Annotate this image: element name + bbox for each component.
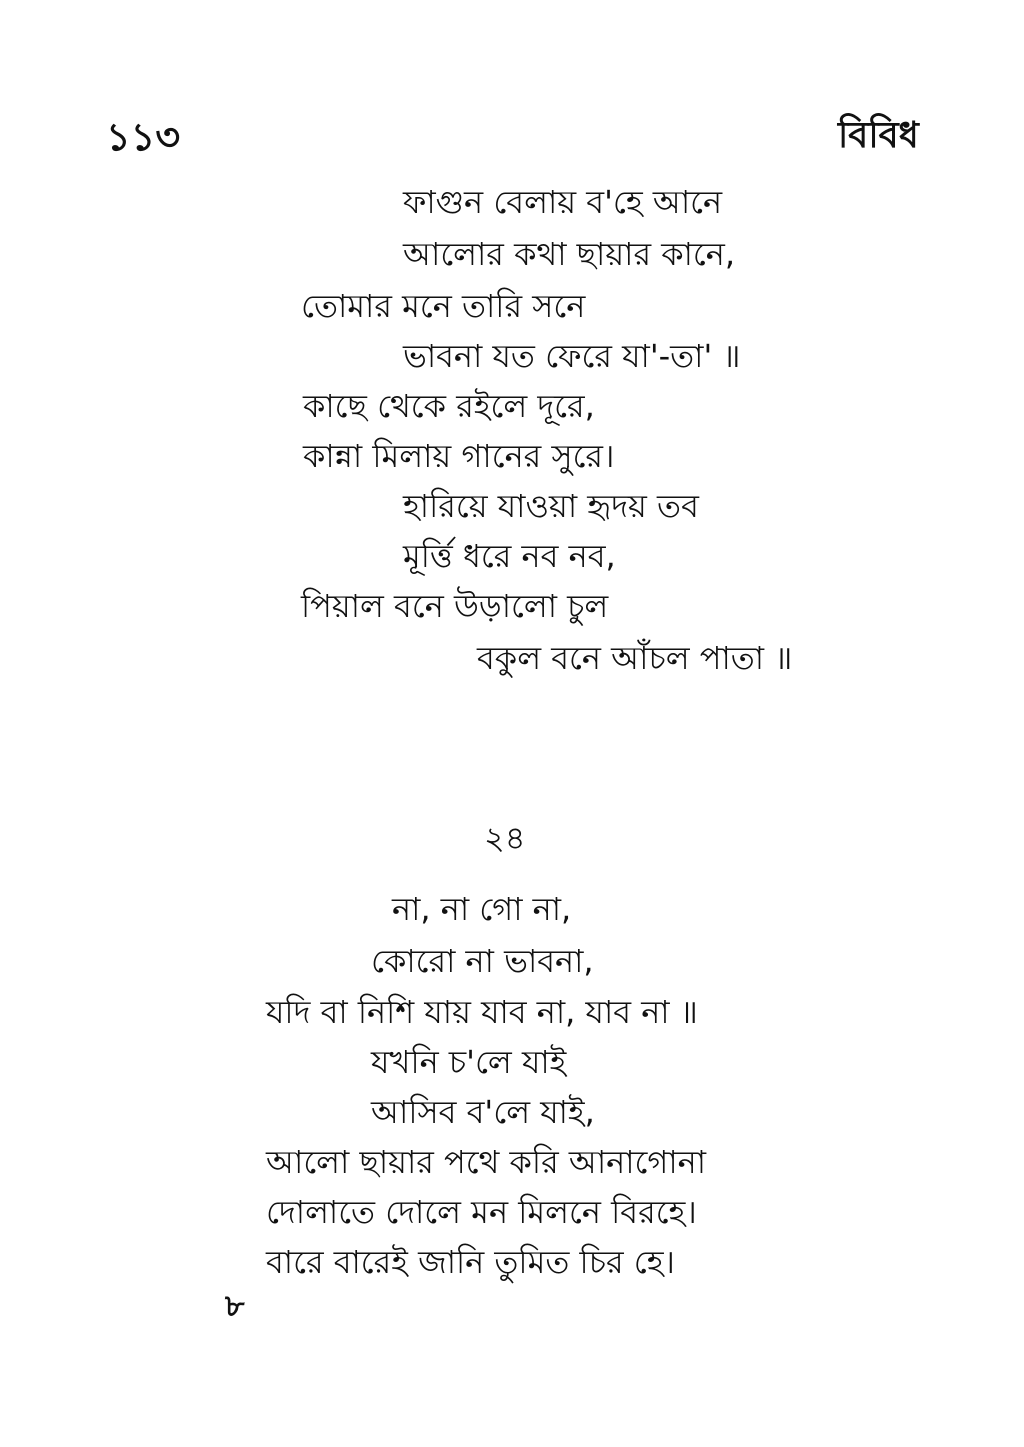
- song2-line: যখনি চ'লে যাই: [371, 1043, 567, 1081]
- song2-line: কোরো না ভাবনা,: [371, 942, 594, 980]
- signature-mark: ৮: [225, 1289, 245, 1324]
- song2-line: আসিব ব'লে যাই,: [371, 1093, 595, 1131]
- song1-line: মূর্ত্তি ধরে নব নব,: [403, 537, 616, 575]
- song2-line: দোলাতে দোলে মন মিলনে বিরহে।: [266, 1193, 697, 1231]
- song2-line: না, না গো না,: [392, 890, 572, 928]
- song1-line: হারিয়ে যাওয়া হৃদয় তব: [403, 487, 699, 525]
- song1-line: কান্না মিলায় গানের সুরে।: [303, 437, 615, 475]
- section-number: ২৪: [484, 819, 526, 857]
- song1-line: আলোর কথা ছায়ার কানে,: [403, 235, 736, 273]
- song1-line: বকুল বনে আঁচল পাতা ॥: [477, 639, 793, 677]
- song2-line: আলো ছায়ার পথে করি আনাগোনা: [266, 1143, 707, 1181]
- song2-line: বারে বারেই জানি তুমিত চির হে।: [266, 1243, 675, 1281]
- page-title: বিবিধ: [838, 115, 919, 156]
- song2-line: যদি বা নিশি যায় যাব না, যাব না ॥: [266, 993, 698, 1031]
- song1-line: কাছে থেকে রইলে দূরে,: [303, 387, 595, 425]
- song1-line: পিয়াল বনে উড়ালো চুল: [301, 587, 609, 625]
- song1-line: তোমার মনে তারি সনে: [301, 287, 586, 325]
- song1-line: ফাগুন বেলায় ব'হে আনে: [403, 183, 723, 221]
- page-number: ১১৩: [106, 115, 181, 159]
- song1-line: ভাবনা যত ফেরে যা'-তা' ॥: [403, 337, 741, 375]
